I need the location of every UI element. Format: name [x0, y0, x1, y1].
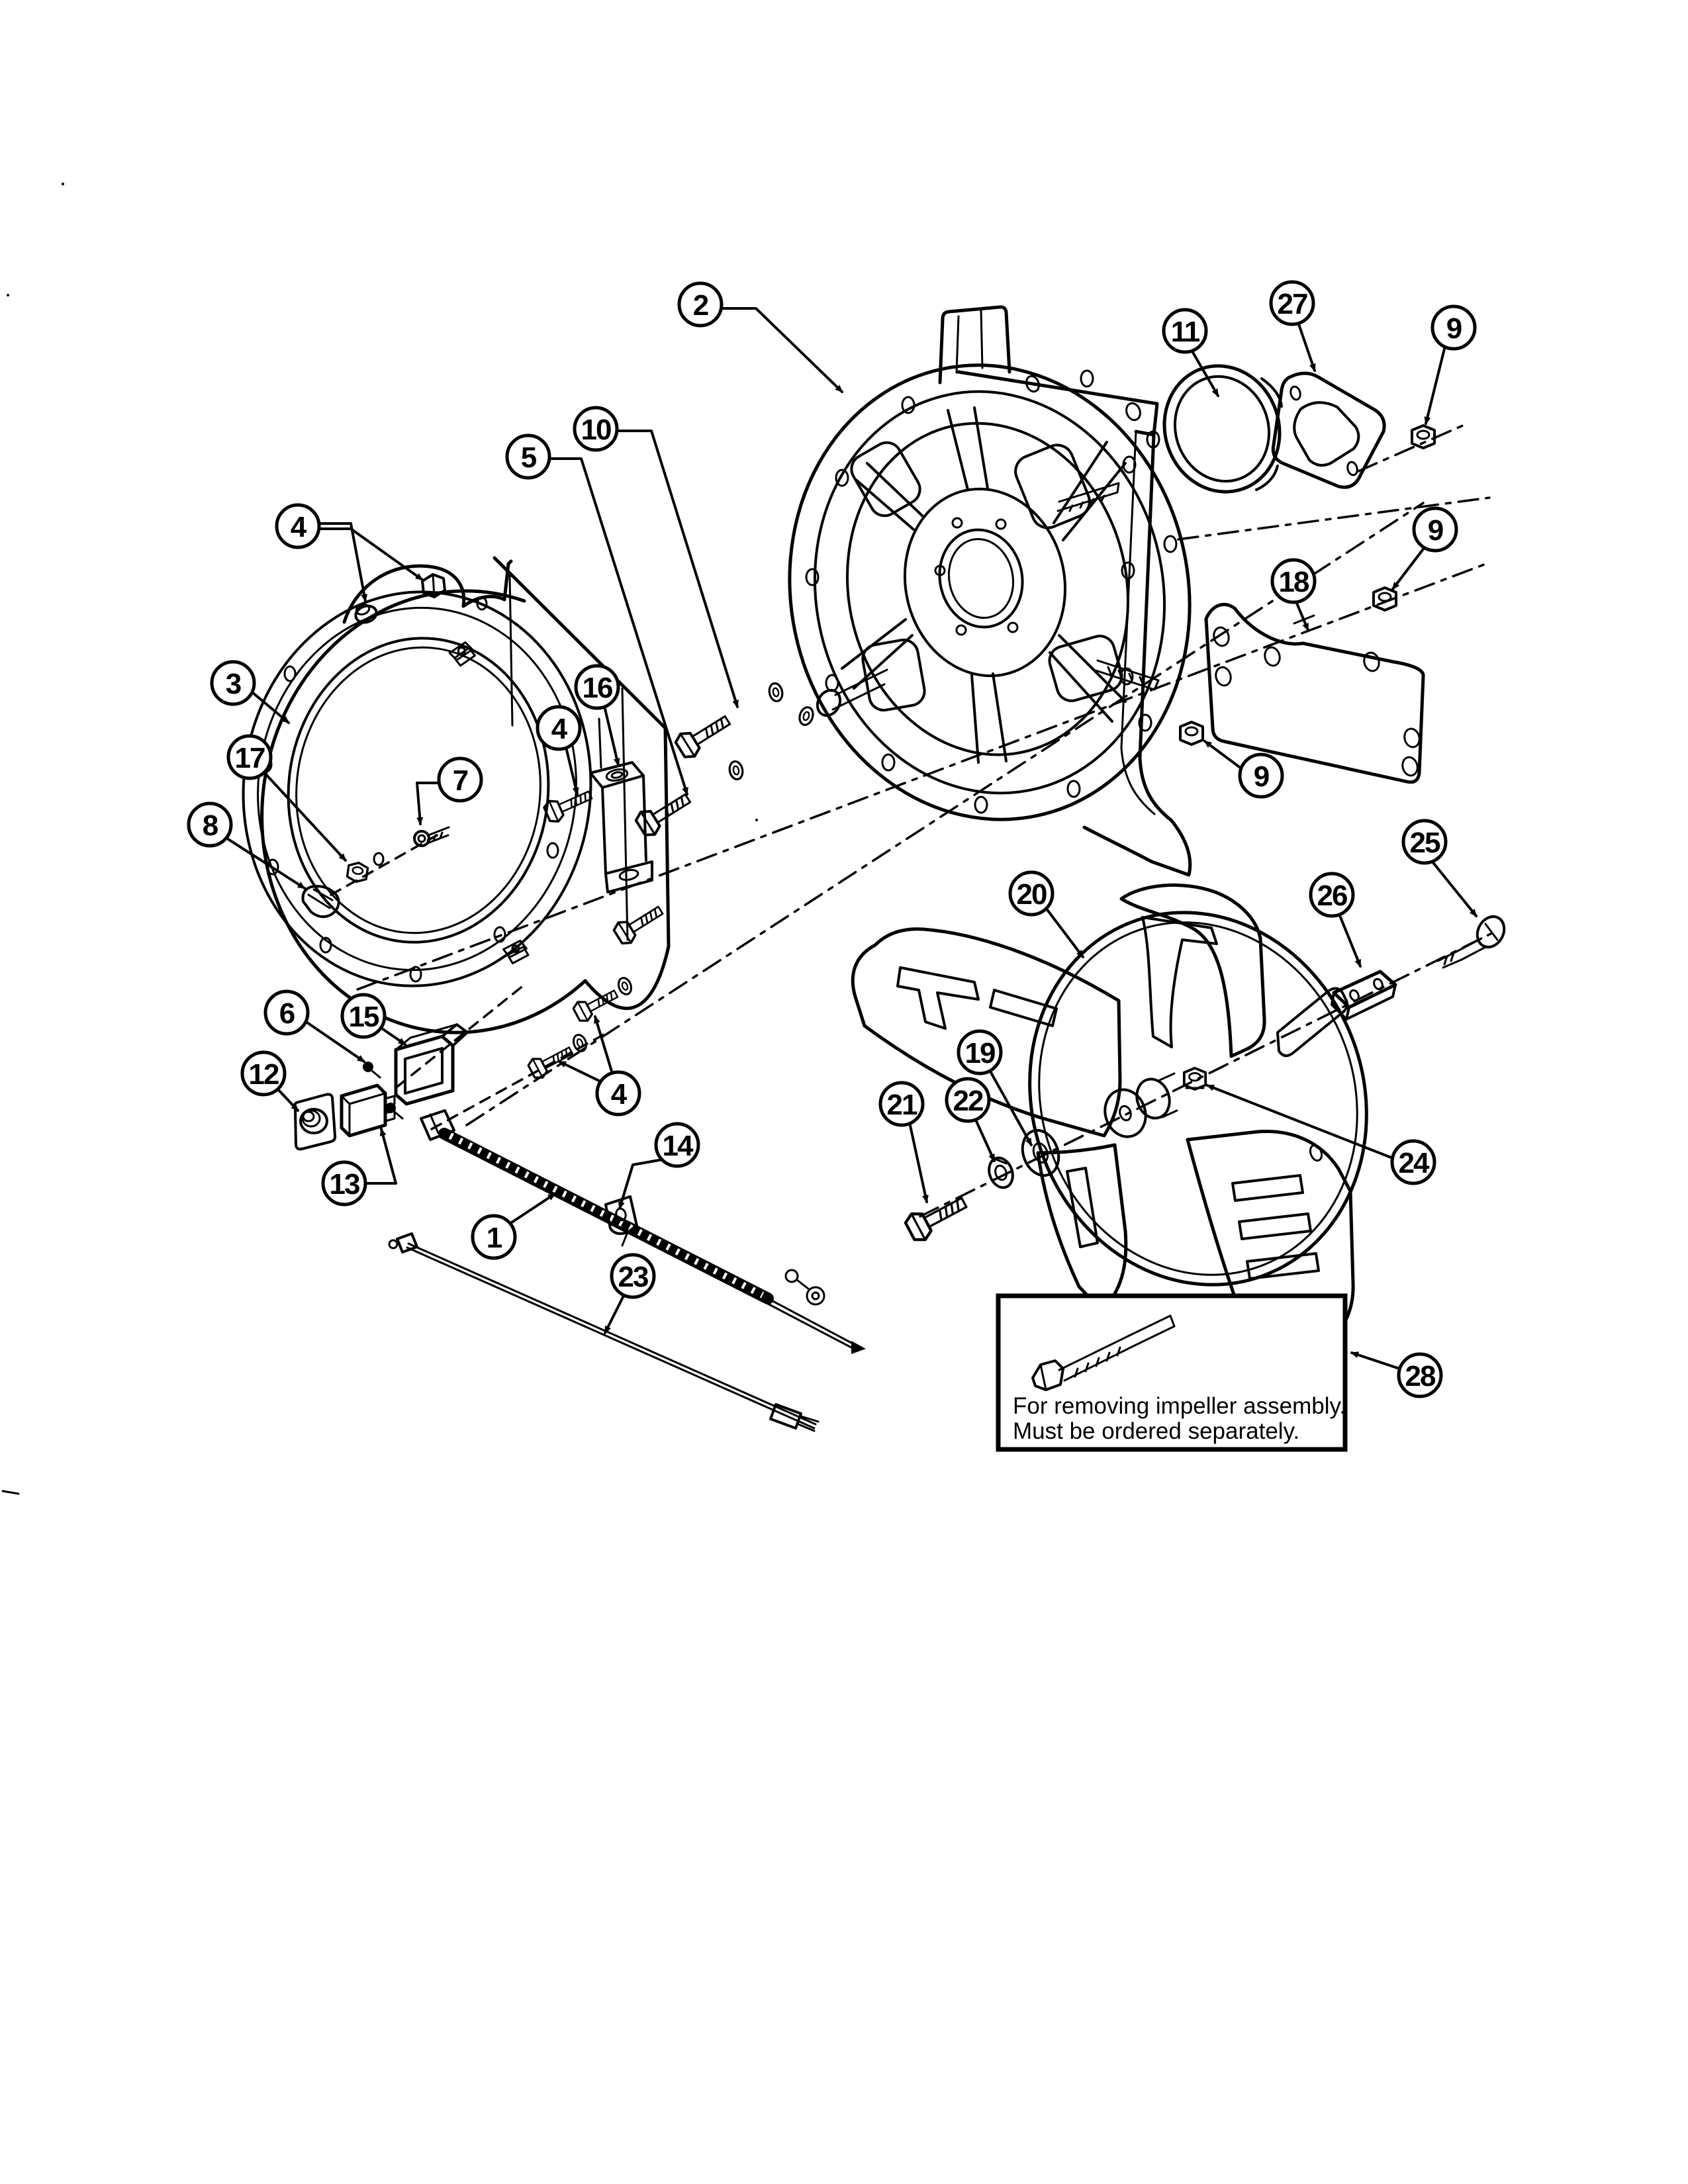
callout-28 [1352, 1353, 1441, 1396]
callout-27-leader [1298, 322, 1315, 371]
callout-4-leader [318, 529, 422, 580]
impeller-bolt-21 [903, 1190, 970, 1244]
callout-5-number: 5 [520, 441, 536, 474]
callout-22 [947, 1079, 994, 1161]
callout-20-leader [1046, 908, 1083, 957]
impeller-assembly [853, 865, 1418, 1366]
callout-2-leader [722, 308, 842, 392]
callout-7-leader [417, 783, 439, 824]
callout-27 [1271, 282, 1315, 371]
note-line-2: Must be ordered separately. [1013, 1418, 1300, 1444]
channel-bracket [590, 762, 652, 892]
callout-1-leader [510, 1194, 555, 1224]
idle-cable [389, 1234, 818, 1431]
hex-nut-9a [1412, 426, 1434, 448]
callout-27-number: 27 [1277, 288, 1307, 320]
callout-9 [1205, 741, 1282, 797]
callout-25-leader [1432, 861, 1476, 916]
callout-23-number: 23 [618, 1261, 648, 1293]
callout-12-number: 12 [248, 1058, 279, 1091]
callout-20-number: 20 [1016, 878, 1047, 911]
callout-10-leader [616, 431, 737, 707]
callout-17 [228, 736, 346, 860]
callout-26-number: 26 [1317, 880, 1347, 912]
callout-1 [473, 1194, 555, 1258]
callout-9-leader [1426, 346, 1445, 424]
callout-25 [1403, 821, 1476, 916]
blower-housing-right [748, 307, 1231, 875]
callout-18-leader [1296, 602, 1308, 630]
callout-19-number: 19 [964, 1037, 995, 1069]
callout-9-number: 9 [1427, 514, 1443, 547]
grommet-plug-12 [294, 1095, 335, 1150]
callout-2 [679, 283, 842, 392]
callout-4-number: 4 [290, 511, 306, 543]
callout-10-number: 10 [581, 414, 611, 446]
callout-22-number: 22 [953, 1085, 983, 1117]
callout-25-number: 25 [1409, 827, 1440, 859]
callout-13-number: 13 [329, 1168, 359, 1201]
switch-housing-15 [396, 1024, 467, 1104]
callout-14-leader [620, 1160, 663, 1208]
callout-26-leader [1339, 914, 1360, 966]
callout-18-number: 18 [1278, 566, 1309, 598]
callout-19-leader [990, 1070, 1031, 1145]
callout-15-number: 15 [348, 1001, 379, 1033]
callout-4 [559, 1017, 639, 1115]
callout-9 [1393, 508, 1456, 589]
callouts-layer [189, 282, 1476, 1396]
callout-9-number: 9 [1446, 312, 1462, 345]
housing-bolts-5-10 [612, 682, 784, 947]
hex-nut-9c [1180, 722, 1203, 745]
lock-washer-22 [985, 1155, 1017, 1191]
callout-8-number: 8 [202, 809, 218, 842]
callout-15 [342, 995, 405, 1044]
callout-16-leader [604, 706, 618, 765]
callout-4-number: 4 [551, 713, 567, 745]
callout-16 [576, 666, 618, 765]
callout-28-number: 28 [1405, 1360, 1435, 1392]
callout-3 [212, 662, 289, 723]
callout-11-number: 11 [1170, 316, 1199, 348]
callout-14 [620, 1124, 698, 1208]
callout-9 [1426, 306, 1475, 424]
callout-2-number: 2 [692, 289, 708, 322]
callout-21 [880, 1083, 927, 1202]
callout-7-number: 7 [452, 764, 468, 797]
adapter-ring [1149, 351, 1296, 507]
callout-23 [605, 1255, 654, 1333]
callout-4-leader [595, 1017, 612, 1073]
bottom-bolts [527, 976, 633, 1081]
callout-23-leader [605, 1295, 624, 1333]
callout-18 [1272, 560, 1315, 630]
callout-7 [417, 758, 481, 824]
callout-14-number: 14 [662, 1130, 692, 1162]
ring-clip-top [448, 641, 477, 668]
callout-12-leader [277, 1089, 298, 1111]
callout-11 [1164, 310, 1218, 396]
mounting-bracket [1206, 604, 1423, 782]
callout-4 [277, 505, 422, 601]
callout-26 [1311, 874, 1360, 966]
tab-bolt-b [422, 574, 445, 597]
note-box [998, 1296, 1346, 1449]
callout-21-leader [910, 1122, 927, 1202]
cable-screw-washer [786, 1270, 824, 1304]
callout-3-number: 3 [225, 668, 241, 700]
callout-12 [242, 1052, 298, 1111]
callout-22-leader [975, 1118, 994, 1161]
callout-17-number: 17 [234, 742, 265, 774]
j-clip [303, 886, 339, 917]
callout-6-number: 6 [279, 997, 295, 1030]
hub-nut-24 [1184, 1068, 1205, 1089]
callout-9-number: 9 [1253, 760, 1269, 793]
callout-16-number: 16 [582, 672, 612, 704]
callout-8 [189, 803, 305, 888]
flathead-screw-25 [1438, 912, 1509, 968]
callout-28-leader [1352, 1353, 1399, 1369]
ring-clip-bottom [502, 940, 530, 965]
callout-20 [1010, 872, 1083, 957]
callout-4-number: 4 [610, 1078, 626, 1111]
callout-9-leader [1393, 547, 1425, 589]
clip-screw [414, 827, 449, 846]
callout-15-leader [380, 1027, 405, 1044]
callout-24-number: 24 [1398, 1147, 1429, 1179]
callout-21-number: 21 [886, 1089, 917, 1121]
callout-13-leader [365, 1129, 396, 1183]
hex-nut-17 [347, 862, 369, 884]
gasket-plate [1273, 373, 1384, 487]
callout-4-leader [559, 1062, 600, 1081]
note-line-1: For removing impeller assembly. [1013, 1393, 1346, 1419]
callout-1-number: 1 [486, 1222, 502, 1254]
